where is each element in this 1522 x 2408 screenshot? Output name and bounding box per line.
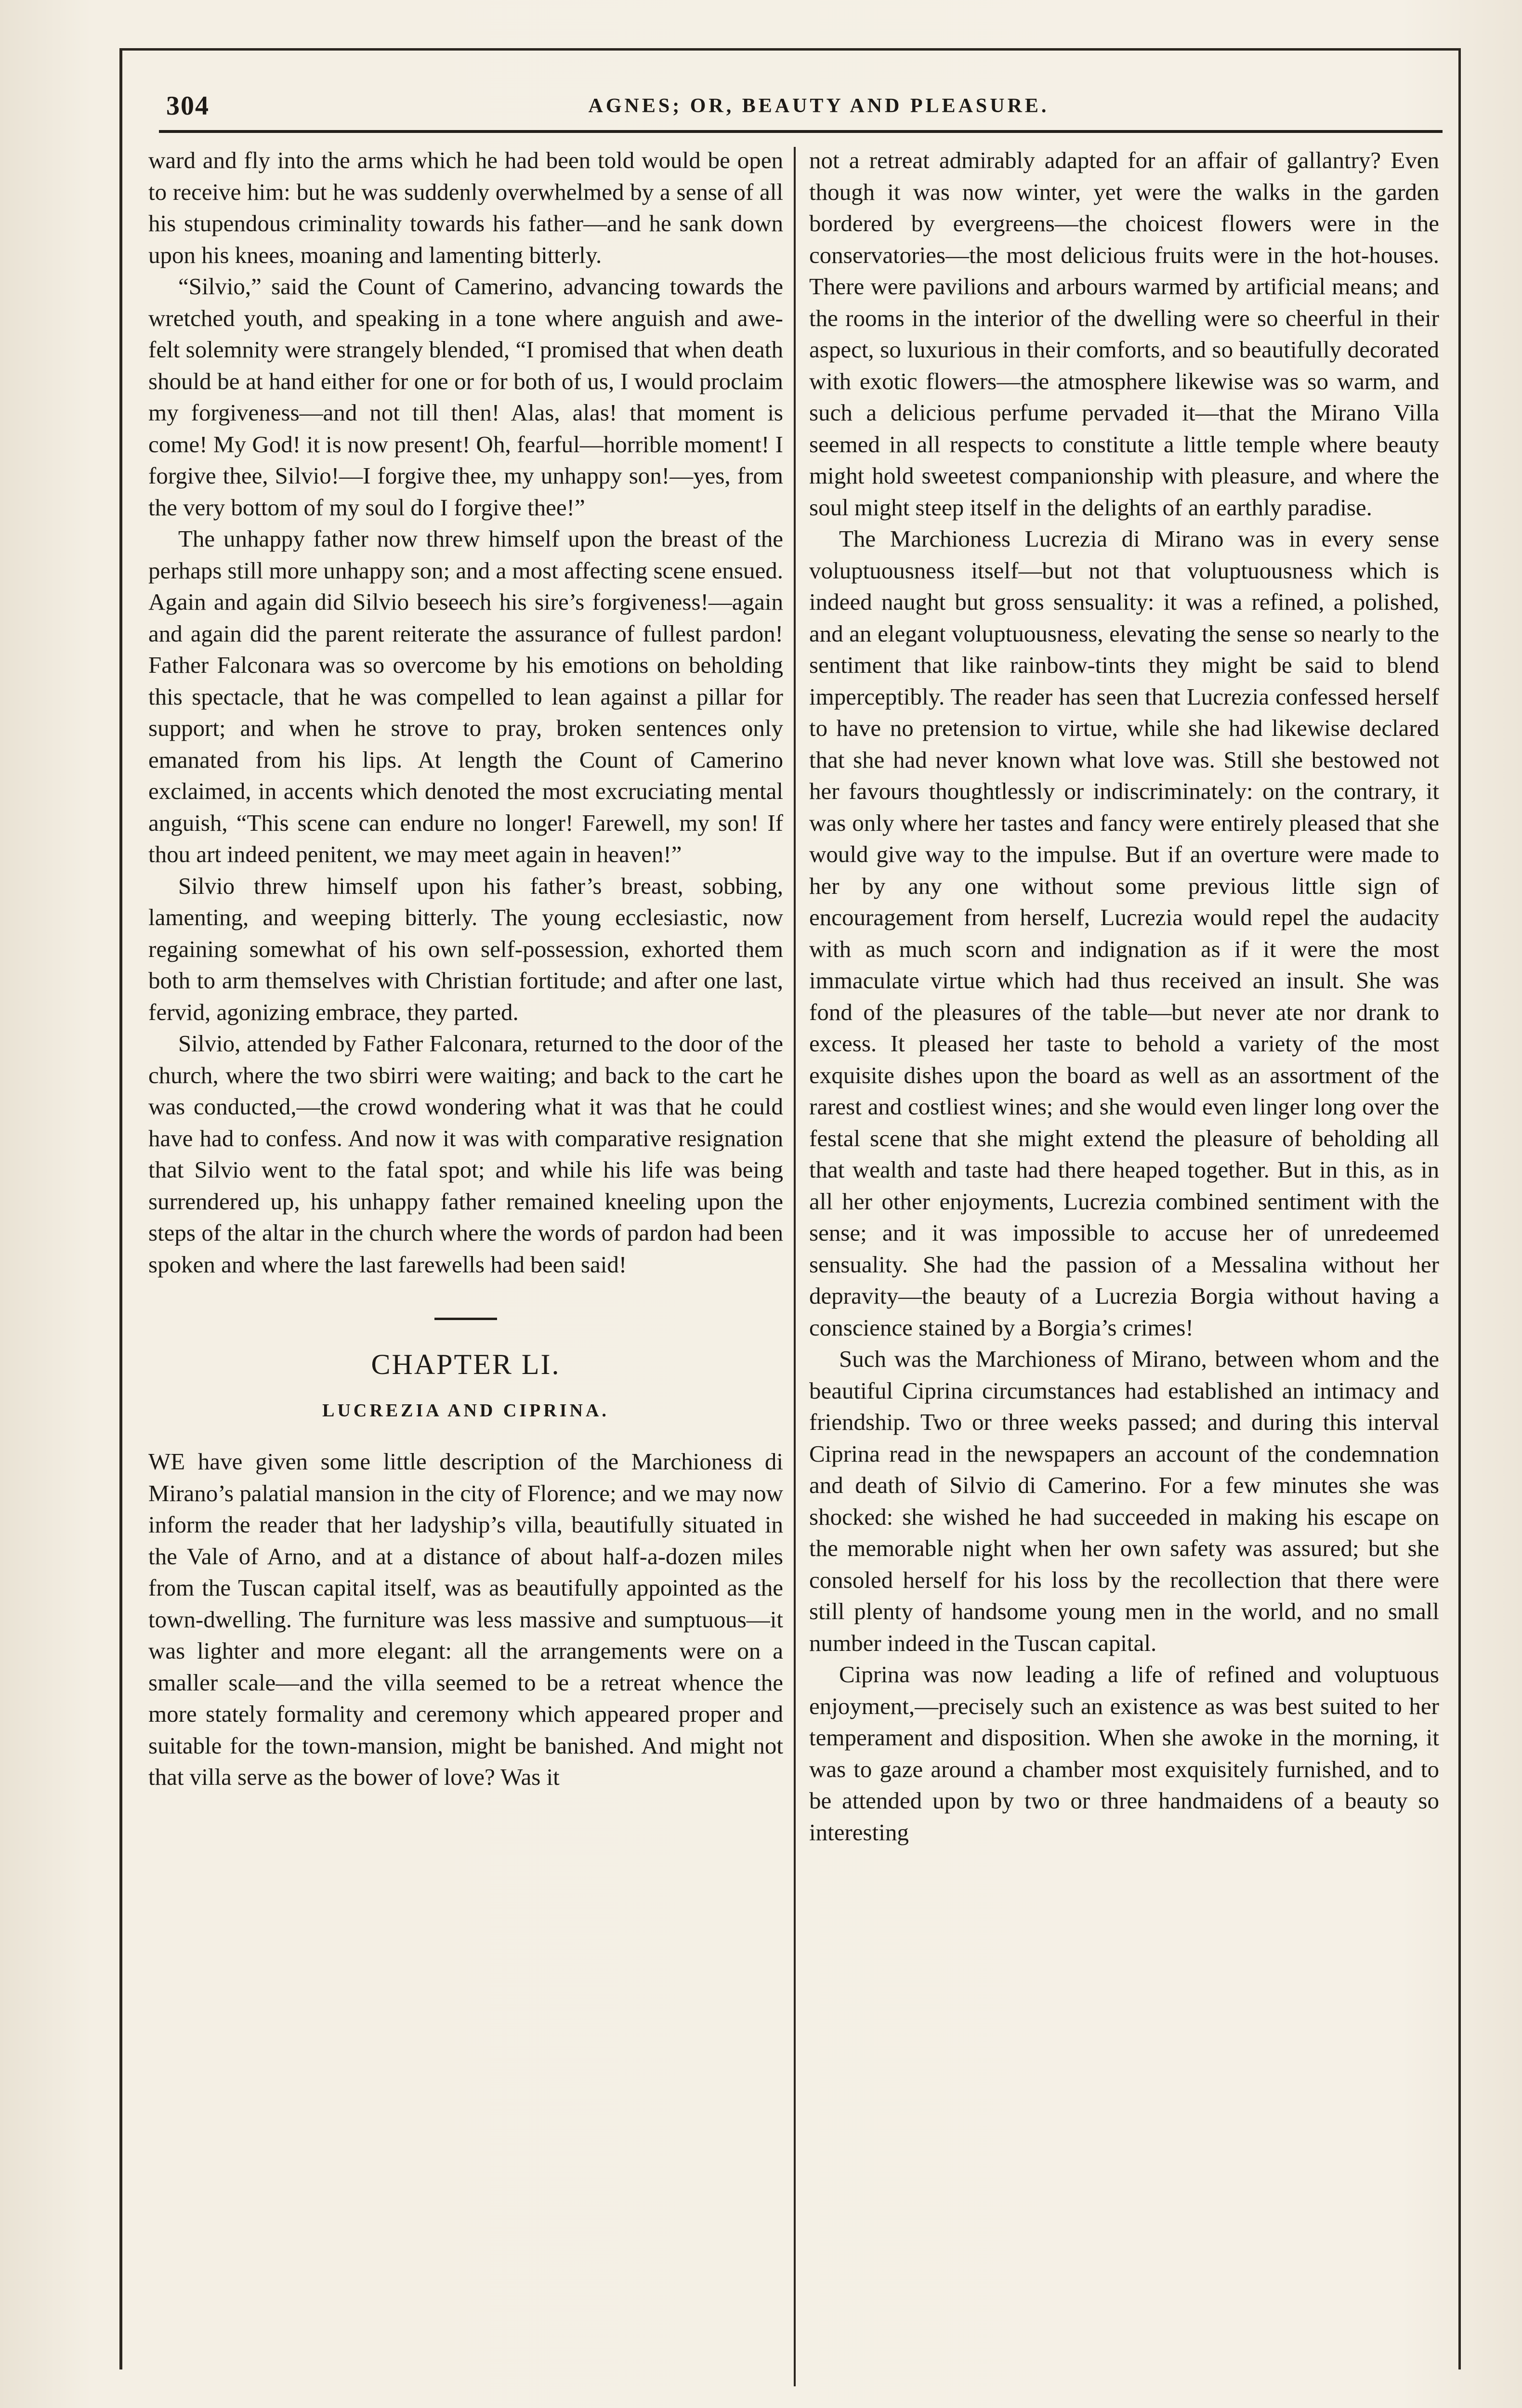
header-rule <box>159 130 1443 133</box>
chapter-rule <box>434 1318 497 1320</box>
paragraph: Silvio threw himself upon his father’s breast, sobbing, lamenting, and weeping bitterly. The young ecclesiastic, now regaining somewhat of his own self-possession, exhorted them both to arm themselves with Christian fortitude; and after one last, fervid, agonizing embrace, they parted. <box>148 872 783 1025</box>
chapter-opening-paragraph: WE have given some little description of the Marchioness di Mirano’s palatial mansion in the city of Florence; and we may now inform the reader that her ladyship’s villa, beautifully situated in the Vale of Arno, and at a distance of about half-a-dozen miles from the Tuscan capital itself, was as beautifully appointed as the town-dwelling. The furniture was less massive and sumptuous—it was lighter and more elegant: all the arrangements were on a smaller scale—and the villa seemed to be a retreat whence the more stately formality and ceremony which appeared proper and suitable for the town-mansion, might be banished. And might not that villa serve as the bower of love? Was it <box>148 1448 783 1790</box>
paragraph: ward and fly into the arms which he had been told would be open to receive him: but he was suddenly overwhelmed by a sense of all his stupendous criminality towards his father—and he sank down upon his knees, moaning and lamenting bitterly. <box>148 147 783 268</box>
paragraph: “Silvio,” said the Count of Camerino, advancing towards the wretched youth, and speaking in a tone where anguish and awe-felt solemnity were strangely blended, “I promised that when death should be at hand either for one or for both of us, I would proclaim my forgiveness—and not till then! Alas, alas! that moment is come! My God! it is now present! Oh, fearful—horrible moment! I forgive thee, Silvio!—I forgive thee, my unhappy son!—yes, from the very bottom of my soul do I forgive thee!” <box>148 273 783 521</box>
running-title: AGNES; OR, BEAUTY AND PLEASURE. <box>588 95 1050 117</box>
paragraph: The Marchioness Lucrezia di Mirano was in every sense voluptuousness itself—but not that voluptuousness which is indeed naught but gross sensuality: it was a refined, a polished, and an elegant voluptuousness, elevating the sense so nearly to the sentiment that like rainbow-tints they might be said to blend imperceptibly. The reader has seen that Lucrezia confessed herself to have no pretension to virtue, while she had likewise declared that she had never known what love was. Still she bestowed not her favours thoughtlessly or indiscriminately: on the contrary, it was only where her tastes and fancy were entirely pleased that she would give way to the impulse. But if an overture were made to her by any one without some previous little sign of encouragement from herself, Lucrezia would repel the audacity with as much scorn and indignation as if it were the most immaculate virtue which had thus received an insult. She was fond of the pleasures of the table—but never ate nor drank to excess. It pleased her taste to behold a variety of the most exquisite dishes upon the board as well as an assortment of the rarest and costliest wines; and she would even linger long over the festal scene that she might extend the pleasure of beholding all that wealth and taste had there heaped together. But in this, as in all her other enjoyments, Lucrezia combined sentiment with the sense; and it was impossible to accuse her of unredeemed sensuality. She had the passion of a Messalina without her depravity—the beauty of a Lucrezia Borgia without having a conscience stained by a Borgia’s crimes! <box>809 525 1439 1341</box>
paragraph: Such was the Marchioness of Mirano, between whom and the beautiful Ciprina circumstances had established an intimacy and friendship. Two or three weeks passed; and during this interval Ciprina read in the newspapers an account of the condemnation and death of Silvio di Camerino. For a few minutes she was shocked: she wished he had succeeded in making his escape on the memorable night when her own safety was assured; but she consoled herself for his loss by the recollection that there were still plenty of handsome young men in the world, and no small number indeed in the Tuscan capital. <box>809 1346 1439 1656</box>
paragraph: Ciprina was now leading a life of refined and voluptuous enjoyment,—precisely such an existence as was best suited to her temperament and disposition. When she awoke in the morning, it was to gaze around a chamber most exquisitely furnished, and to be attended upon by two or three handmaidens of a beauty so interesting <box>809 1661 1439 1845</box>
page-frame-right <box>1458 48 1461 2369</box>
chapter-subtitle: LUCREZIA AND CIPRINA. <box>322 1400 609 1421</box>
page-frame-top <box>119 48 1461 51</box>
chapter-title: CHAPTER LI. <box>371 1348 561 1380</box>
page-number: 304 <box>166 91 210 121</box>
paragraph: The unhappy father now threw himself upon the breast of the perhaps still more unhappy son; and a most affecting scene ensued. Again and again did Silvio beseech his sire’s forgiveness!—again and again did the parent reiterate the assurance of fullest pardon! Father Falconara was so overcome by his emotions on beholding this spectacle, that he was compelled to lean against a pillar for support; and when he strove to pray, broken sentences only emanated from his lips. At length the Count of Camerino exclaimed, in accents which denoted the most excruciating mental anguish, “This scene can endure no longer! Farewell, my son! If thou art indeed penitent, we may meet again in heaven!” <box>148 525 783 867</box>
paragraph: Silvio, attended by Father Falconara, returned to the door of the church, where the two sbirri were waiting; and back to the cart he was conducted,—the crowd wondering what it was that he could have had to confess. And now it was with comparative resignation that Silvio went to the fatal spot; and while his life was being surrendered up, his unhappy father remained kneeling upon the steps of the altar in the church where the words of pardon had been spoken and where the last farewells had been said! <box>148 1030 783 1278</box>
right-column <box>809 144 1439 1848</box>
left-column <box>148 144 783 1793</box>
column-divider <box>794 147 796 2386</box>
paragraph: not a retreat admirably adapted for an affair of gallantry? Even though it was now winter, yet were the walks in the garden bordered by evergreens—the choicest flowers were in the conservatories—the most delicious fruits were in the hot-houses. There were pavilions and arbours warmed by artificial means; and the rooms in the interior of the dwelling were so cheerful in their aspect, so luxurious in their comforts, and so beautifully decorated with exotic flowers—the atmosphere likewise was so warm, and such a delicious perfume pervaded it—that the Mirano Villa seemed in all respects to constitute a little temple where beauty might hold sweetest companionship with pleasure, and where the soul might steep itself in the delights of an earthly paradise. <box>809 147 1439 521</box>
page-frame-left <box>119 48 122 2369</box>
